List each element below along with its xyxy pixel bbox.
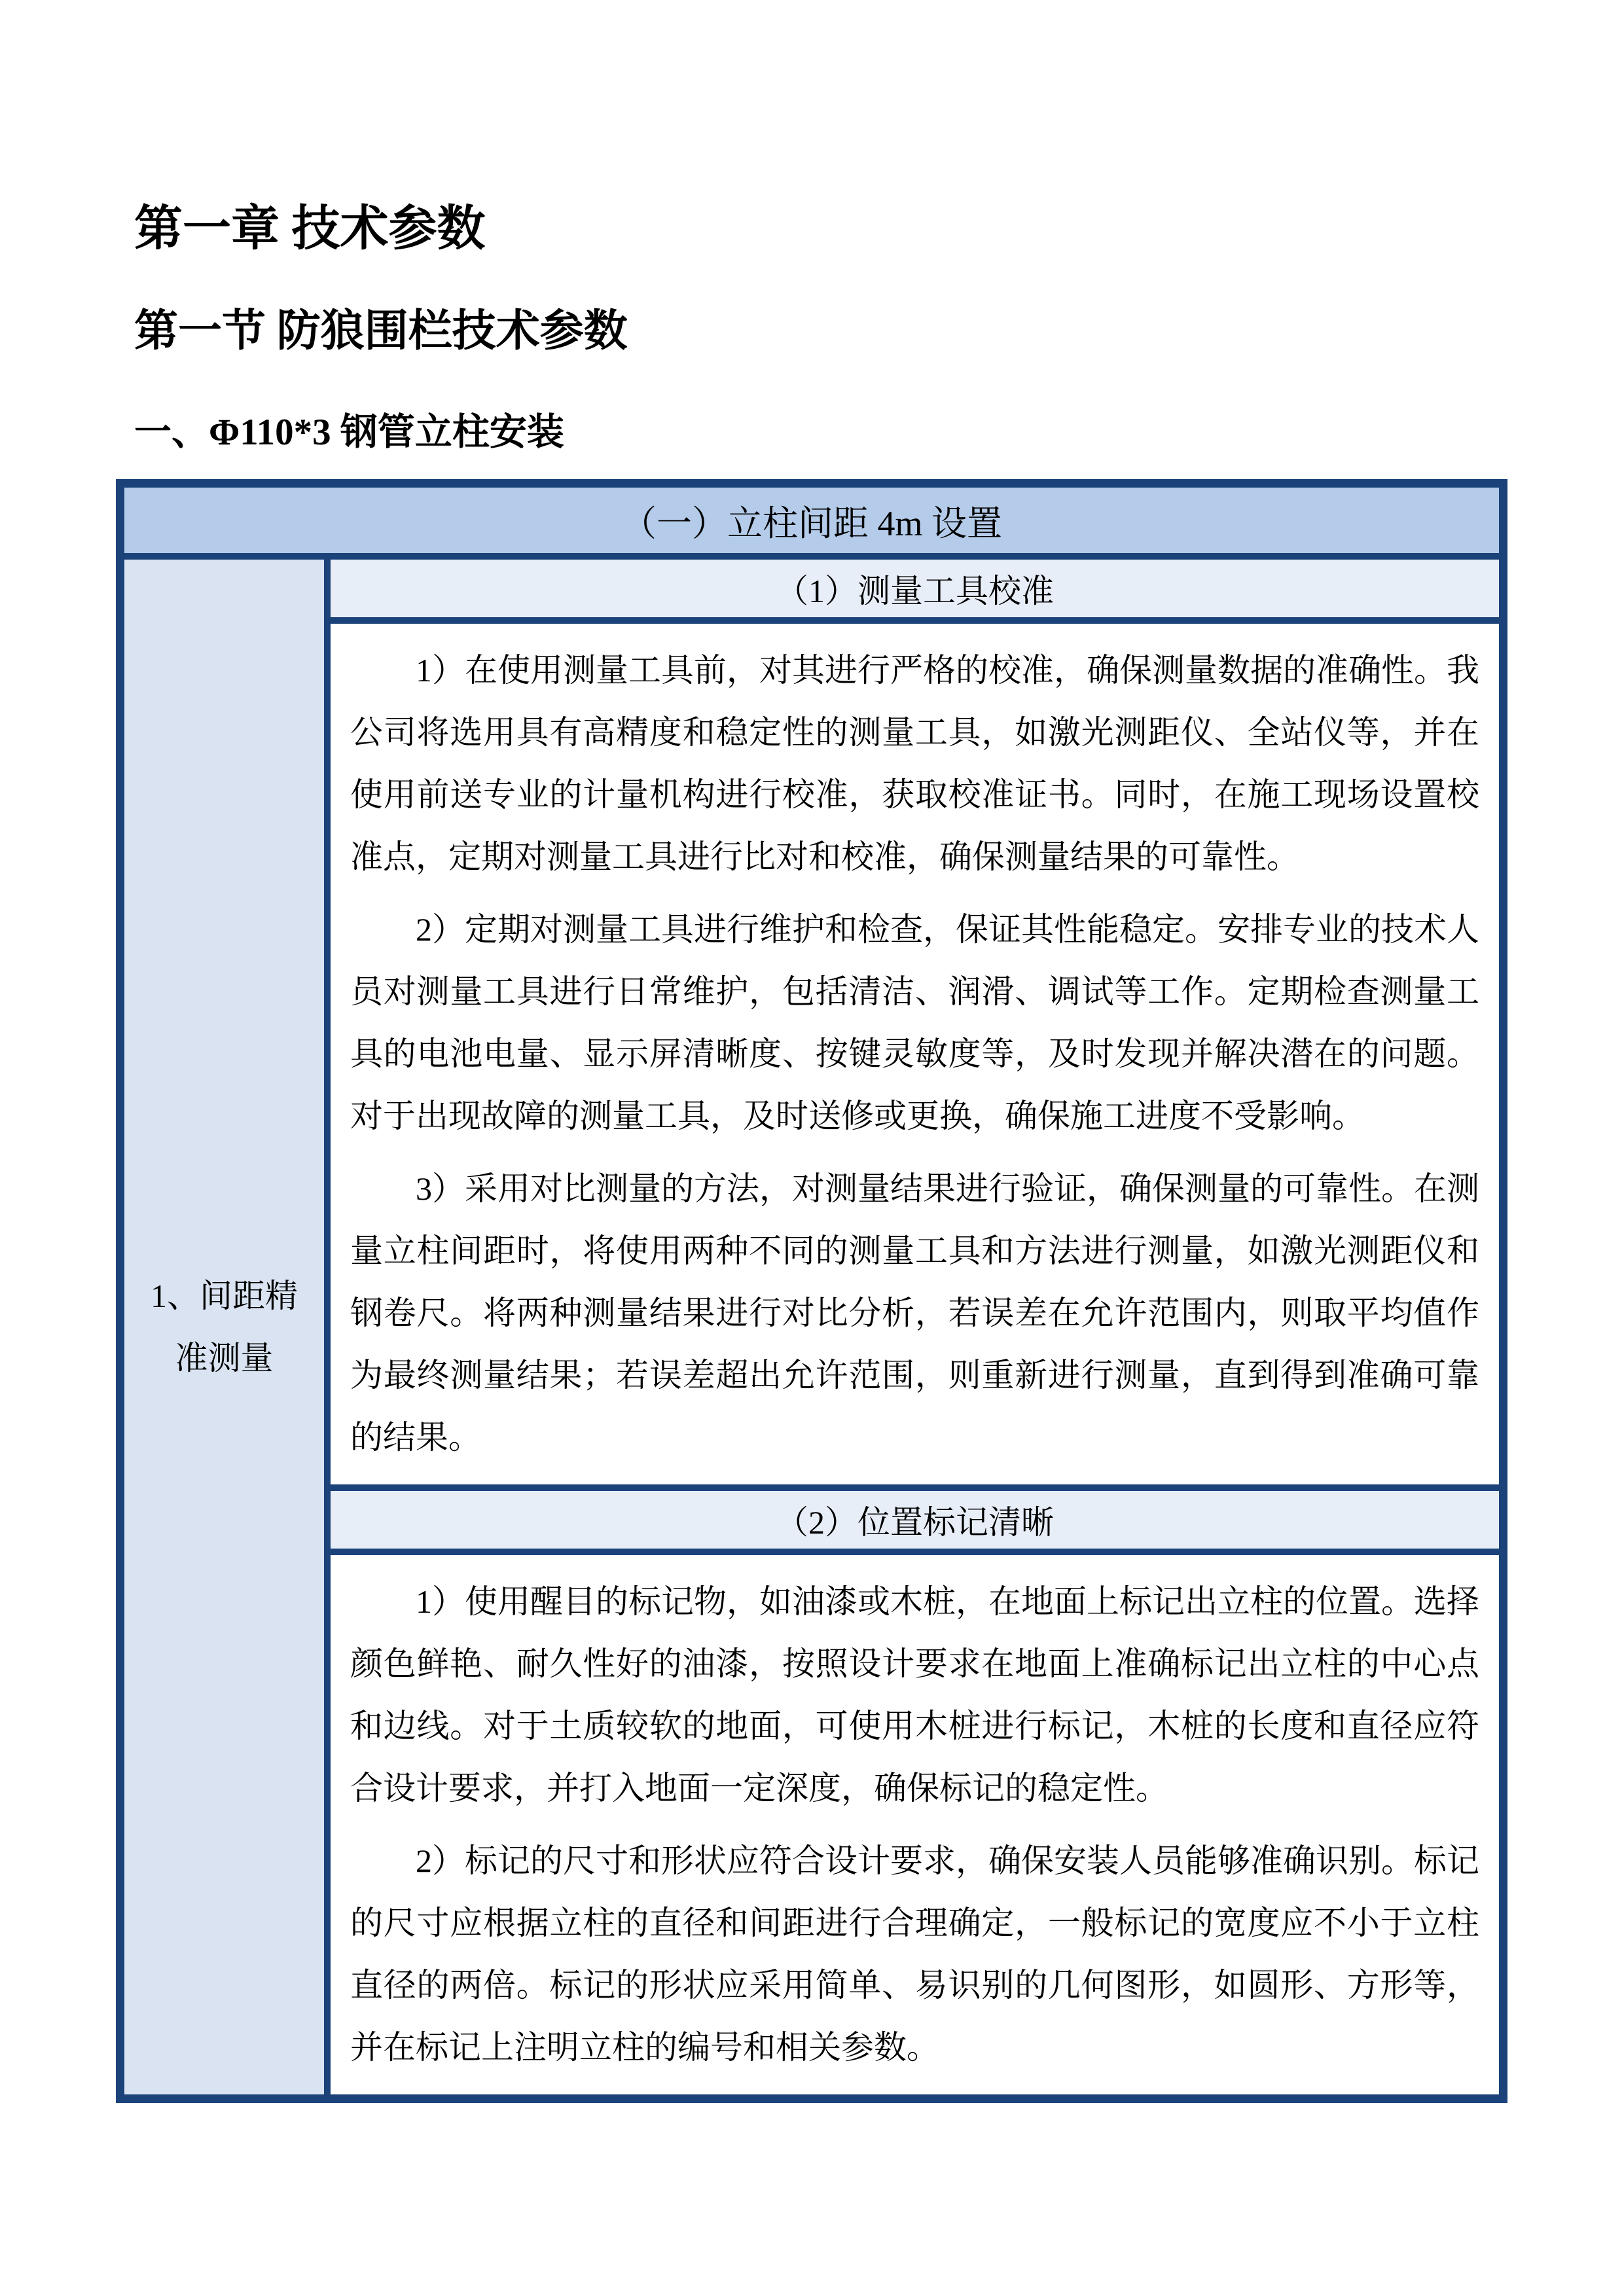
body-2-cell (331, 1555, 1499, 2094)
body-2-paragraph-2: 2）标记的尺寸和形状应符合设计要求，确保安装人员能够准确识别。标记的尺寸应根据立柱的直径和间距进行合理确定，一般标记的宽度应不小于立柱直径的两倍。标记的形状应采用简单、易识别的几何图形，如圆形、方形等，并在标记上注明立柱的编号和相关参数。 (350, 1842, 1479, 2066)
body-2-paragraph-1: 1）使用醒目的标记物，如油漆或木桩，在地面上标记出立柱的位置。选择颜色鲜艳、耐久性好的油漆，按照设计要求在地面上准确标记出立柱的中心点和边线。对于土质较软的地面，可使用木桩进行标记，木桩的长度和直径应符合设计要求，并打入地面一定深度，确保标记的稳定性。 (350, 1583, 1479, 1806)
body-1-cell (331, 624, 1499, 1484)
row-label-text: 1、间距精准测量 (151, 1277, 298, 1376)
subsection-heading: 一、Φ110*3 钢管立柱安装 (134, 412, 564, 453)
subheader-2-cell: （2）位置标记清晰 (331, 1491, 1499, 1549)
chapter-heading: 第一章 技术参数 (134, 202, 486, 256)
table-header-cell: （一）立柱间距 4m 设置 (124, 488, 1499, 553)
body-1-paragraph-2: 2）定期对测量工具进行维护和检查，保证其性能稳定。安排专业的技术人员对测量工具进行日常维护，包括清洁、润滑、调试等工作。定期检查测量工具的电池电量、显示屏清晰度、按键灵敏度等，及时发现并解决潜在的问题。对于出现故障的测量工具，及时送修或更换，确保施工进度不受影响。 (350, 911, 1479, 1134)
subheader-1-cell: （1）测量工具校准 (331, 560, 1499, 617)
body-1-paragraph-1: 1）在使用测量工具前，对其进行严格的校准，确保测量数据的准确性。我公司将选用具有高精度和稳定性的测量工具，如激光测距仪、全站仪等，并在使用前送专业的计量机构进行校准，获取校准证书。同时，在施工现场设置校准点，定期对测量工具进行比对和校准，确保测量结果的可靠性。 (350, 652, 1479, 875)
row-label-cell (124, 560, 324, 2094)
section-heading: 第一节 防狼围栏技术参数 (134, 307, 628, 355)
spec-table (116, 479, 1507, 2103)
body-1-paragraph-3: 3）采用对比测量的方法，对测量结果进行验证，确保测量的可靠性。在测量立柱间距时，将使用两种不同的测量工具和方法进行测量，如激光测距仪和钢卷尺。将两种测量结果进行对比分析，若误差在允许范围内，则取平均值作为最终测量结果；若误差超出允许范围，则重新进行测量，直到得到准确可靠的结果。 (350, 1170, 1479, 1456)
